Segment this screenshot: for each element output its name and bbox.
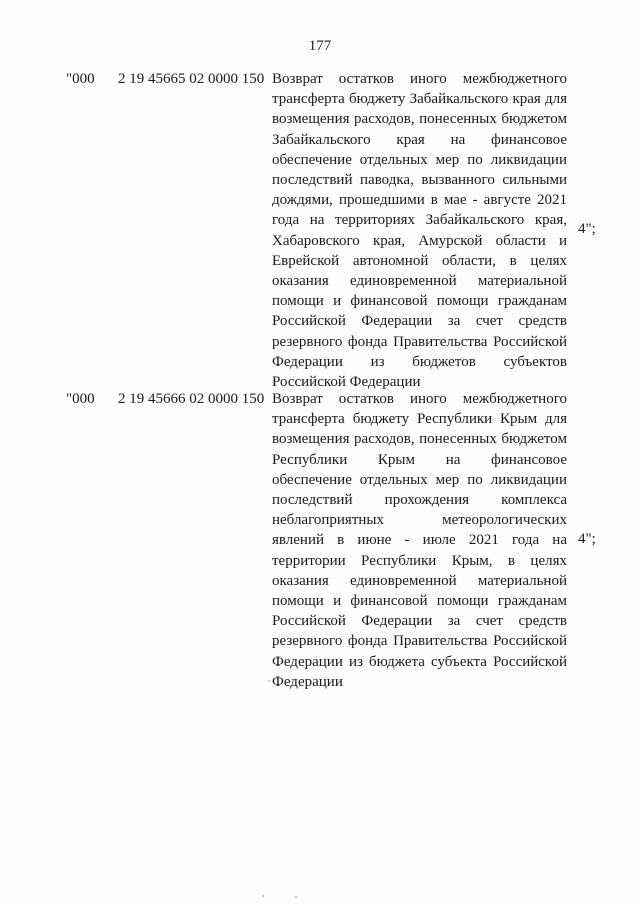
description-line: возмещения расходов, понесенных бюджетом bbox=[272, 431, 567, 448]
description-line: Возврат остатков иного межбюджетного bbox=[272, 71, 567, 87]
description-line: Хабаровского края, Амурской области и bbox=[272, 232, 567, 249]
description-line: возмещения расходов, понесенных бюджетом bbox=[272, 111, 567, 128]
description-line: обеспечение отдельных мер по ликвидации bbox=[272, 471, 567, 488]
page-number: 177 bbox=[308, 38, 332, 54]
row-amount: 4"; bbox=[578, 531, 596, 547]
description-line: оказания единовременной материальной bbox=[272, 572, 567, 589]
description-line: последствий прохождения комплекса bbox=[272, 492, 567, 509]
budget-classification-code: 2 19 45665 02 0000 150 bbox=[118, 71, 265, 87]
description-line: помощи и финансовой помощи гражданам bbox=[272, 293, 567, 310]
row-prefix: "000 bbox=[66, 391, 95, 407]
row-prefix: "000 bbox=[66, 71, 95, 87]
description-line: оказания единовременной материальной bbox=[272, 273, 567, 290]
description-line: Российской Федерации за счет средств bbox=[272, 613, 567, 630]
description-line: трансферта бюджету Забайкальского края для bbox=[272, 91, 567, 108]
description-line: Российской Федерации за счет средств bbox=[272, 313, 567, 330]
description-line: Российской Федерации bbox=[272, 374, 421, 391]
description-line: Федерации из бюджета субъекта Российской bbox=[272, 653, 567, 670]
description-line: последствий паводка, вызванного сильными bbox=[272, 172, 567, 189]
description-line: Федерации из бюджетов субъектов bbox=[272, 353, 567, 370]
description-line: Федерации bbox=[272, 673, 343, 690]
description-line: обеспечение отдельных мер по ликвидации bbox=[272, 151, 567, 168]
description-line: Республики Крым на финансовое bbox=[272, 451, 567, 468]
description-line: Забайкальского края на финансовое bbox=[272, 131, 567, 148]
description-line: Еврейской автономной области, в целях bbox=[272, 252, 567, 269]
description-line: трансферта бюджету Республики Крым для bbox=[272, 411, 567, 428]
description-line: резервного фонда Правительства Российской bbox=[272, 333, 567, 350]
row-description bbox=[272, 69, 567, 392]
scan-speck bbox=[295, 896, 297, 898]
description-line: помощи и финансовой помощи гражданам bbox=[272, 593, 567, 610]
row-amount: 4"; bbox=[578, 221, 596, 237]
scan-speck bbox=[268, 680, 270, 682]
description-line: территории Республики Крым, в целях bbox=[272, 552, 567, 569]
description-line: явлений в июне - июле 2021 года на bbox=[272, 532, 567, 549]
description-line: дождями, прошедшими в мае - августе 2021 bbox=[272, 192, 567, 209]
description-line: года на территориях Забайкальского края, bbox=[272, 212, 567, 229]
description-line: неблагоприятных метеорологических bbox=[272, 512, 567, 529]
description-line: Возврат остатков иного межбюджетного bbox=[272, 391, 567, 407]
row-description bbox=[272, 389, 567, 692]
budget-classification-code: 2 19 45666 02 0000 150 bbox=[118, 391, 265, 407]
scan-speck bbox=[262, 895, 264, 897]
description-line: резервного фонда Правительства Российской bbox=[272, 633, 567, 650]
